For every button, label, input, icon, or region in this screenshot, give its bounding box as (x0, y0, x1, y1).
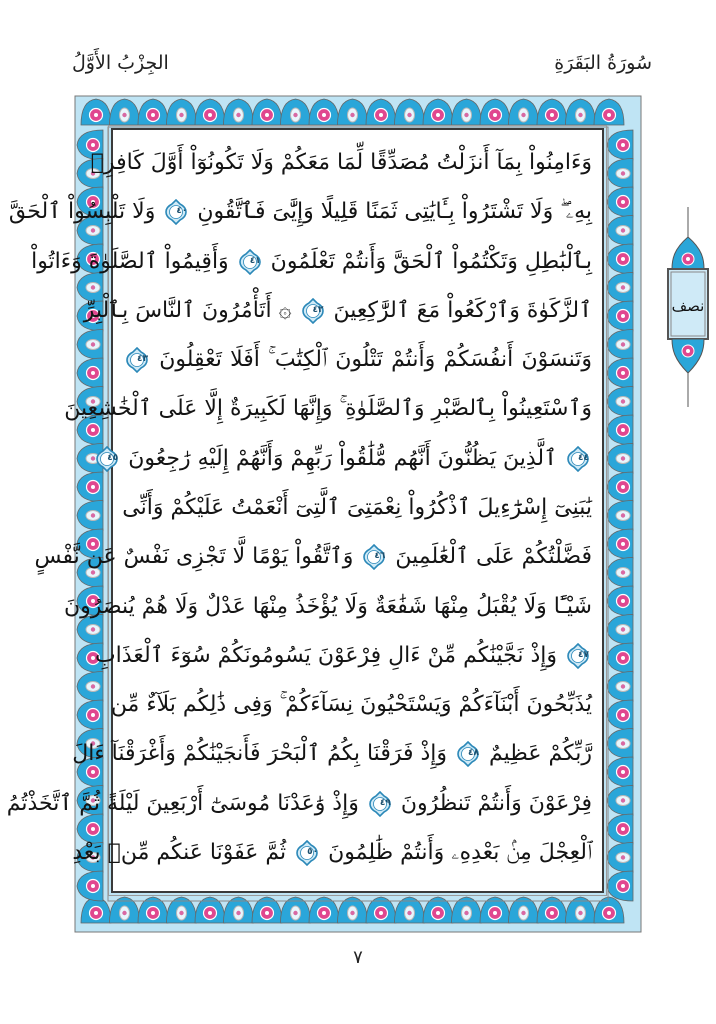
verse-text: رَّبِّكُمْ عَظِيمٌ (482, 741, 592, 767)
border-flower-center (621, 485, 625, 489)
ayah-number-marker (457, 741, 479, 767)
border-flower-center (436, 911, 440, 915)
verse-line (63, 584, 592, 633)
border-flower-center (607, 911, 611, 915)
ayah-number-marker (567, 643, 589, 669)
border-bud (464, 113, 468, 117)
border-flower-center (621, 257, 625, 261)
verse-text: ٱلَّذِينَ يَظُنُّونَ أَنَّهُم مُّلَٰقُواْ رَبِّهِمْ وَأَنَّهُمْ إِلَيْهِ رَٰجِعُونَ (121, 445, 564, 471)
border-flower-center (550, 911, 554, 915)
text-lines (6, 140, 592, 879)
verse-line (31, 239, 592, 288)
ayah-number-marker (126, 347, 148, 373)
border-bud (521, 113, 525, 117)
ayah-number-marker (567, 446, 589, 472)
border-bud (621, 456, 625, 460)
border-flower-center (621, 428, 625, 432)
ayah-number-marker (165, 199, 187, 225)
border-bud (236, 113, 240, 117)
verse-text: وَإِذْ فَرَقْنَا بِكُمُ ٱلْبَحْرَ فَأَنجَيْنَٰكُمْ وَأَغْرَقْنَآ ءَالَ (72, 741, 455, 767)
border-bud (464, 911, 468, 915)
border-bud (621, 627, 625, 631)
juz-label-header: الجِزْبُ الأَوَّلُ (72, 52, 169, 74)
verse-line (123, 337, 592, 386)
verse-text: وَٱسْتَعِينُواْ بِٱلصَّبْرِ وَٱلصَّلَوٰةِ ۚ وَإِنَّهَا لَكَبِيرَةٌ إِلَّا عَلَى ٱلْخَٰشِعِينَ (64, 396, 592, 422)
verse-text: وَءَامِنُواْ بِمَآ أَنزَلْتُ مُصَدِّقًا لِّمَا مَعَكُمْ وَلَا تَكُونُوٓاْ أَوَّلَ كَافِرِۭ (90, 150, 592, 175)
verse-text: فَضَّلْتُكُمْ عَلَى ٱلْعَٰلَمِينَ (388, 544, 592, 570)
border-flower-center (621, 314, 625, 318)
verse-line (90, 140, 592, 189)
ayah-number: ٤٩ (379, 797, 391, 808)
hizb-quarter-marker (664, 207, 712, 407)
verse-text: وَٱتَّقُواْ يَوْمًا لَّا تَجْزِى نَفْسٌ عَن نَّفْسٍ (34, 544, 361, 570)
surah-name-header: سُورَةُ البَقَرَةِ (554, 52, 652, 74)
verse-text: شَيْـًٔا وَلَا يُقْبَلُ مِنْهَا شَفَٰعَةٌ وَلَا يُؤْخَذُ مِنْهَا عَدْلٌ وَلَا هُمْ يُنصَرُونَ (63, 593, 592, 619)
border-bud (521, 911, 525, 915)
border-flower-center (379, 113, 383, 117)
border-bud (91, 342, 95, 346)
border-bud (621, 342, 625, 346)
ayah-number-marker (96, 446, 118, 472)
verse-text: وَأَقِيمُواْ ٱلصَّلَوٰةَ وَءَاتُواْ (31, 248, 236, 274)
ayah-number-marker (363, 544, 385, 570)
border-bud (407, 911, 411, 915)
border-flower-center (208, 113, 212, 117)
border-bud (179, 113, 183, 117)
ayah-number: ٤٨ (468, 748, 480, 759)
border-bud (122, 911, 126, 915)
verse-text: وَإِذْ نَجَّيْنَٰكُم مِّنْ ءَالِ فِرْعَوْنَ يَسُومُونَكُمْ سُوٓءَ ٱلْعَذَابِ (94, 642, 564, 668)
verse-line (83, 288, 592, 337)
border-flower-center (621, 542, 625, 546)
verse-text: بِهِۦ ۖ وَلَا تَشْتَرُواْ بِـَٔايَٰتِى ثَمَنًا قَلِيلًا وَإِيَّٰىَ فَٱتَّقُونِ (190, 199, 592, 225)
border-bud (621, 228, 625, 232)
verse-line (123, 485, 592, 534)
verse-line (8, 189, 592, 238)
verse-text: ٱلْعِجْلَ مِنۢ بَعْدِهِۦ وَأَنتُمْ ظَٰلِمُونَ (321, 839, 592, 865)
border-bud (621, 570, 625, 574)
border-flower-center (621, 884, 625, 888)
border-flower-center (379, 911, 383, 915)
page-number: ٧ (353, 947, 363, 968)
border-flower-center (550, 113, 554, 117)
marker-label: نصف (671, 297, 705, 315)
border-flower-center (607, 113, 611, 117)
verse-line (64, 386, 592, 435)
border-bud (293, 911, 297, 915)
border-bud (621, 855, 625, 859)
ayah-number-marker (369, 791, 391, 817)
ayah-number: ٤١ (249, 255, 261, 266)
verse-text: فِرْعَوْنَ وَأَنتُمْ تَنظُرُونَ (393, 790, 592, 816)
border-bud (91, 684, 95, 688)
border-flower-center (91, 713, 95, 717)
verse-text: وَإِذْ وَٰعَدْنَا مُوسَىٰٓ أَرْبَعِينَ لَيْلَةً ثُمَّ ٱتَّخَذْتُمُ (6, 790, 366, 816)
ayah-number: ٤٧ (578, 649, 589, 660)
quran-text-frame (6, 128, 604, 893)
ayah-number-marker (239, 249, 261, 275)
border-bud (621, 513, 625, 517)
verse-line (34, 534, 592, 583)
verse-text: يُذَبِّحُونَ أَبْنَآءَكُمْ وَيَسْتَحْيُونَ نِسَآءَكُمْ ۚ وَفِى ذَٰلِكُم بَلَآءٌ مِّن (110, 692, 592, 718)
border-flower-center (94, 911, 98, 915)
verse-text: ثُمَّ عَفَوْنَا عَنكُم مِّنۢ بَعْدِ (72, 839, 294, 865)
border-flower-center (621, 827, 625, 831)
ayah-number: ٥٠ (307, 846, 319, 857)
border-flower-center (151, 113, 155, 117)
verse-text: بِٱلْبَٰطِلِ وَتَكْتُمُواْ ٱلْحَقَّ وَأَنتُمْ تَعْلَمُونَ (263, 248, 592, 274)
border-bud (350, 113, 354, 117)
border-bud (407, 113, 411, 117)
border-bud (621, 684, 625, 688)
ayah-number: ٤٢ (312, 304, 324, 315)
verse-text: وَلَا تَلْبِسُواْ ٱلْحَقَّ (8, 199, 163, 225)
verse-line (6, 781, 592, 830)
ayah-number: ٤٠ (176, 206, 188, 217)
border-bud (621, 285, 625, 289)
verse-text: وَتَنسَوْنَ أَنفُسَكُمْ وَأَنتُمْ تَتْلُونَ ٱلْكِتَٰبَ ۚ أَفَلَا تَعْقِلُونَ (151, 347, 592, 373)
ayah-number: ٤٥ (107, 452, 119, 463)
border-flower-center (91, 371, 95, 375)
border-bud (179, 911, 183, 915)
border-flower-center (436, 113, 440, 117)
border-bud (293, 113, 297, 117)
ayah-number: ٤٤ (578, 452, 589, 463)
border-flower-center (621, 599, 625, 603)
border-flower-center (493, 911, 497, 915)
border-flower-center (621, 143, 625, 147)
verse-text: ٱلزَّكَوٰةَ وَٱرْكَعُواْ مَعَ ٱلرَّٰكِعِينَ (326, 297, 592, 323)
border-bud (236, 911, 240, 915)
border-flower-center (621, 656, 625, 660)
verse-line (94, 633, 592, 682)
verse-text: ۞ أَتَأْمُرُونَ ٱلنَّاسَ بِٱلْبِرِّ (83, 297, 299, 323)
verse-line (110, 682, 592, 731)
border-flower-center (621, 770, 625, 774)
ayah-number: ٤٦ (374, 551, 386, 562)
border-bud (350, 911, 354, 915)
border-bud (122, 113, 126, 117)
border-flower-center (94, 113, 98, 117)
border-bud (578, 911, 582, 915)
ayah-number-marker (302, 298, 324, 324)
border-flower-center (91, 884, 95, 888)
ayah-number: ٤٣ (137, 354, 148, 365)
border-bud (578, 113, 582, 117)
border-flower-center (621, 371, 625, 375)
border-flower-center (322, 911, 326, 915)
border-flower-center (91, 485, 95, 489)
border-flower-center (621, 200, 625, 204)
border-bud (621, 171, 625, 175)
border-bud (621, 399, 625, 403)
verse-text: يَٰبَنِىٓ إِسْرَٰٓءِيلَ ٱذْكُرُواْ نِعْمَتِىَ ٱلَّتِىٓ أَنْعَمْتُ عَلَيْكُمْ وَأَنِّى (122, 494, 592, 520)
border-flower-center (265, 113, 269, 117)
verse-line (72, 731, 592, 780)
ayah-number-marker (296, 840, 318, 866)
border-bud (621, 798, 625, 802)
verse-line (107, 436, 592, 485)
border-bud (91, 513, 95, 517)
border-flower-center (208, 911, 212, 915)
border-flower-center (151, 911, 155, 915)
border-flower-center (621, 713, 625, 717)
border-flower-center (265, 911, 269, 915)
verse-line (72, 830, 592, 879)
border-flower-center (322, 113, 326, 117)
border-flower-center (493, 113, 497, 117)
border-bud (621, 741, 625, 745)
